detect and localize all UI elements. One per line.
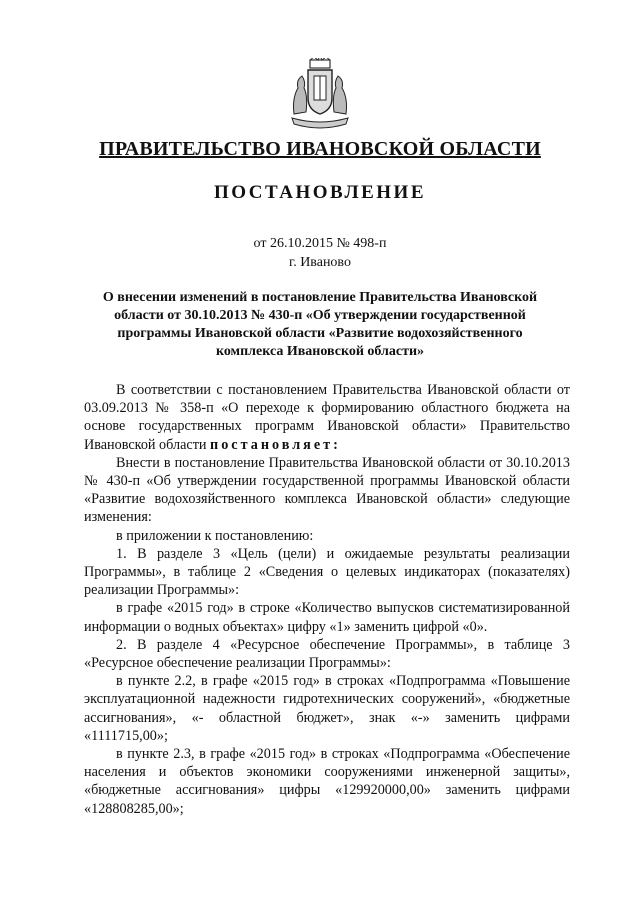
coat-of-arms-icon — [288, 58, 352, 130]
document-body — [84, 381, 570, 818]
paragraph-7: в пункте 2.3, в графе «2015 год» в строках «Подпрограмма «Обеспечение населения и объектов экономики сооружениями инженерной защиты», «бюджетные ассигнования» цифры «129920000,00» заменить цифрами «128808285,00»; — [84, 746, 570, 817]
intro-verb: постановляет: — [210, 436, 341, 453]
paragraph-intro — [84, 381, 570, 454]
document-city: г. Иваново — [289, 255, 351, 270]
document-subject: О внесении изменений в постановление Правительства Ивановской области от 30.10.2013 № 430-п «Об утверждении государственной программы Ивановской области «Развитие водохозяйственного комплекса Ивановской области» — [102, 290, 538, 359]
paragraph-4: в графе «2015 год» в строке «Количество выпусков систематизированной информации о водных объектах» цифру «1» заменить цифрой «0». — [84, 600, 570, 635]
document-type: ПОСТАНОВЛЕНИЕ — [213, 182, 427, 203]
paragraph-3: 1. В разделе 3 «Цель (цели) и ожидаемые результаты реализации Программы», в таблице 2 «Сведения о целевых индикаторах (показателях) реализации Программы»: — [84, 545, 570, 599]
document-date-number: от 26.10.2015 № 498-п — [253, 236, 387, 251]
paragraph-1: Внести в постановление Правительства Ивановской области от 30.10.2013 № 430-п «Об утверждении государственной программы Ивановской области «Развитие водохозяйственного комплекса Ивановской области» следующие изменения: — [84, 454, 570, 526]
paragraph-5: 2. В разделе 4 «Ресурсное обеспечение Программы», в таблице 3 «Ресурсное обеспечение реализации Программы»: — [84, 636, 570, 672]
paragraph-6: в пункте 2.2, в графе «2015 год» в строках «Подпрограмма «Повышение эксплуатационной надежности гидротехнических сооружений», «бюджетные ассигнования», «- областной бюджет», знак «-» заменить цифрами «1111715,00»; — [84, 673, 570, 744]
intro-text: В соответствии с постановлением Правительства Ивановской области от 03.09.2013 № 358-п «О переходе к формированию областного бюджета на основе государственных программ Ивановской области» Правительство Ивановской области — [84, 382, 570, 453]
government-title: ПРАВИТЕЛЬСТВО ИВАНОВСКОЙ ОБЛАСТИ — [99, 138, 541, 160]
paragraph-2: в приложении к постановлению: — [116, 527, 314, 544]
